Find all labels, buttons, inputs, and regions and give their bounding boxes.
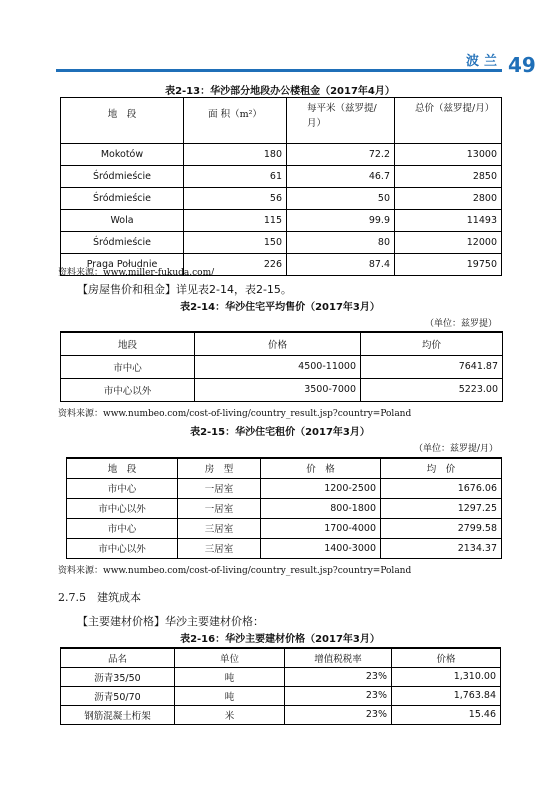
table-cell: 1297.25 [381, 498, 502, 518]
table-13-header: 总价（兹罗提/月） [395, 98, 502, 144]
table-cell: 13000 [395, 144, 502, 166]
materials-paragraph: 【主要建材价格】华沙主要建材价格： [77, 615, 264, 628]
table-cell: 沥青35/50 [61, 667, 175, 686]
table-cell: 61 [184, 166, 287, 188]
table-cell: 2850 [395, 166, 502, 188]
running-header-country: 波兰 [466, 54, 503, 69]
table-cell: 1676.06 [381, 478, 502, 498]
table-cell: 4500-11000 [195, 355, 361, 378]
table-row [61, 686, 501, 705]
table-cell: 2134.37 [381, 538, 502, 558]
table-cell: 87.4 [287, 254, 395, 276]
table-15 [66, 457, 502, 559]
page-number: 49 [508, 53, 536, 77]
table-cell: 226 [184, 254, 287, 276]
table-row [61, 166, 502, 188]
table-cell: Śródmieście [61, 166, 184, 188]
table-cell: 72.2 [287, 144, 395, 166]
section-heading: 2.7.5 建筑成本 [58, 591, 141, 604]
table-cell: 市中心 [67, 478, 178, 498]
table-cell: 市中心以外 [61, 378, 195, 401]
table-cell: Śródmieście [61, 232, 184, 254]
table-14-unit: （单位：兹罗提） [424, 319, 497, 329]
table-15-header: 地 段 [67, 458, 178, 478]
table-cell: 1,310.00 [392, 667, 501, 686]
table-cell: 一居室 [178, 498, 261, 518]
table-row [61, 378, 503, 401]
housing-paragraph: 【房屋售价和租金】详见表2-14，表2-15。 [77, 283, 292, 296]
table-13-header: 面 积（m²） [184, 98, 287, 144]
table-cell: 46.7 [287, 166, 395, 188]
table-14-caption: 表2-14：华沙住宅平均售价（2017年3月） [180, 302, 380, 313]
table-row [61, 210, 502, 232]
table-cell: 7641.87 [361, 355, 503, 378]
table-cell: 23% [285, 667, 392, 686]
table-cell: 23% [285, 705, 392, 724]
table-cell: 115 [184, 210, 287, 232]
table-row [61, 705, 501, 724]
table-row [61, 355, 503, 378]
table-cell: 99.9 [287, 210, 395, 232]
table-15-unit: （单位：兹罗提/月） [413, 444, 498, 454]
table-cell: 2800 [395, 188, 502, 210]
table-cell: 沥青50/70 [61, 686, 175, 705]
table-cell: 15.46 [392, 705, 501, 724]
table-16-header: 增值税税率 [285, 648, 392, 667]
table-15-header: 均 价 [381, 458, 502, 478]
table-14-header: 价格 [195, 332, 361, 355]
table-row [61, 144, 502, 166]
table-cell: 80 [287, 232, 395, 254]
table-cell: 市中心 [67, 518, 178, 538]
table-16-header: 品名 [61, 648, 175, 667]
table-cell: 19750 [395, 254, 502, 276]
table-15-source: 资料来源：www.numbeo.com/cost-of-living/country_result.jsp?country=Poland [58, 566, 412, 576]
table-cell: 2799.58 [381, 518, 502, 538]
table-cell: Praga Południe [61, 254, 184, 276]
table-13-caption: 表2-13：华沙部分地段办公楼租金（2017年4月） [165, 86, 395, 97]
table-16-caption: 表2-16：华沙主要建材价格（2017年3月） [180, 634, 380, 645]
table-cell: 800-1800 [261, 498, 381, 518]
table-cell: Śródmieście [61, 188, 184, 210]
table-13-header: 每平米（兹罗提/月） [287, 98, 395, 144]
table-13-source: 资料来源：www.miller-fukuda.com/ [58, 268, 215, 278]
table-cell: 市中心 [61, 355, 195, 378]
table-row [67, 538, 502, 558]
table-cell: 180 [184, 144, 287, 166]
table-cell: 1700-4000 [261, 518, 381, 538]
table-14-source: 资料来源：www.numbeo.com/cost-of-living/country_result.jsp?country=Poland [58, 409, 412, 419]
table-14-header: 均价 [361, 332, 503, 355]
table-15-header: 房 型 [178, 458, 261, 478]
table-cell: 市中心以外 [67, 538, 178, 558]
table-cell: 23% [285, 686, 392, 705]
table-cell: 三居室 [178, 538, 261, 558]
table-cell: 1,763.84 [392, 686, 501, 705]
table-16 [60, 647, 501, 725]
table-cell: 11493 [395, 210, 502, 232]
header-rule [56, 69, 502, 72]
table-row [67, 498, 502, 518]
table-cell: 50 [287, 188, 395, 210]
table-13 [60, 97, 502, 276]
table-cell: 市中心以外 [67, 498, 178, 518]
table-cell: 一居室 [178, 478, 261, 498]
table-cell: 吨 [175, 686, 285, 705]
table-row [61, 232, 502, 254]
table-cell: 150 [184, 232, 287, 254]
table-cell: 12000 [395, 232, 502, 254]
table-row [67, 518, 502, 538]
table-cell: 56 [184, 188, 287, 210]
table-13-header: 地 段 [61, 98, 184, 144]
table-cell: 5223.00 [361, 378, 503, 401]
table-cell: 1400-3000 [261, 538, 381, 558]
table-cell: 米 [175, 705, 285, 724]
table-row [61, 667, 501, 686]
table-14 [60, 331, 503, 402]
table-15-caption: 表2-15：华沙住宅租价（2017年3月） [190, 427, 370, 438]
table-cell: 1200-2500 [261, 478, 381, 498]
table-16-header: 单位 [175, 648, 285, 667]
table-cell: Wola [61, 210, 184, 232]
table-16-header: 价格 [392, 648, 501, 667]
table-row [67, 478, 502, 498]
table-cell: 钢筋混凝土桁架 [61, 705, 175, 724]
table-14-header: 地段 [61, 332, 195, 355]
table-cell: 三居室 [178, 518, 261, 538]
table-15-header: 价 格 [261, 458, 381, 478]
table-cell: 3500-7000 [195, 378, 361, 401]
table-cell: Mokotów [61, 144, 184, 166]
table-row [61, 188, 502, 210]
table-cell: 吨 [175, 667, 285, 686]
